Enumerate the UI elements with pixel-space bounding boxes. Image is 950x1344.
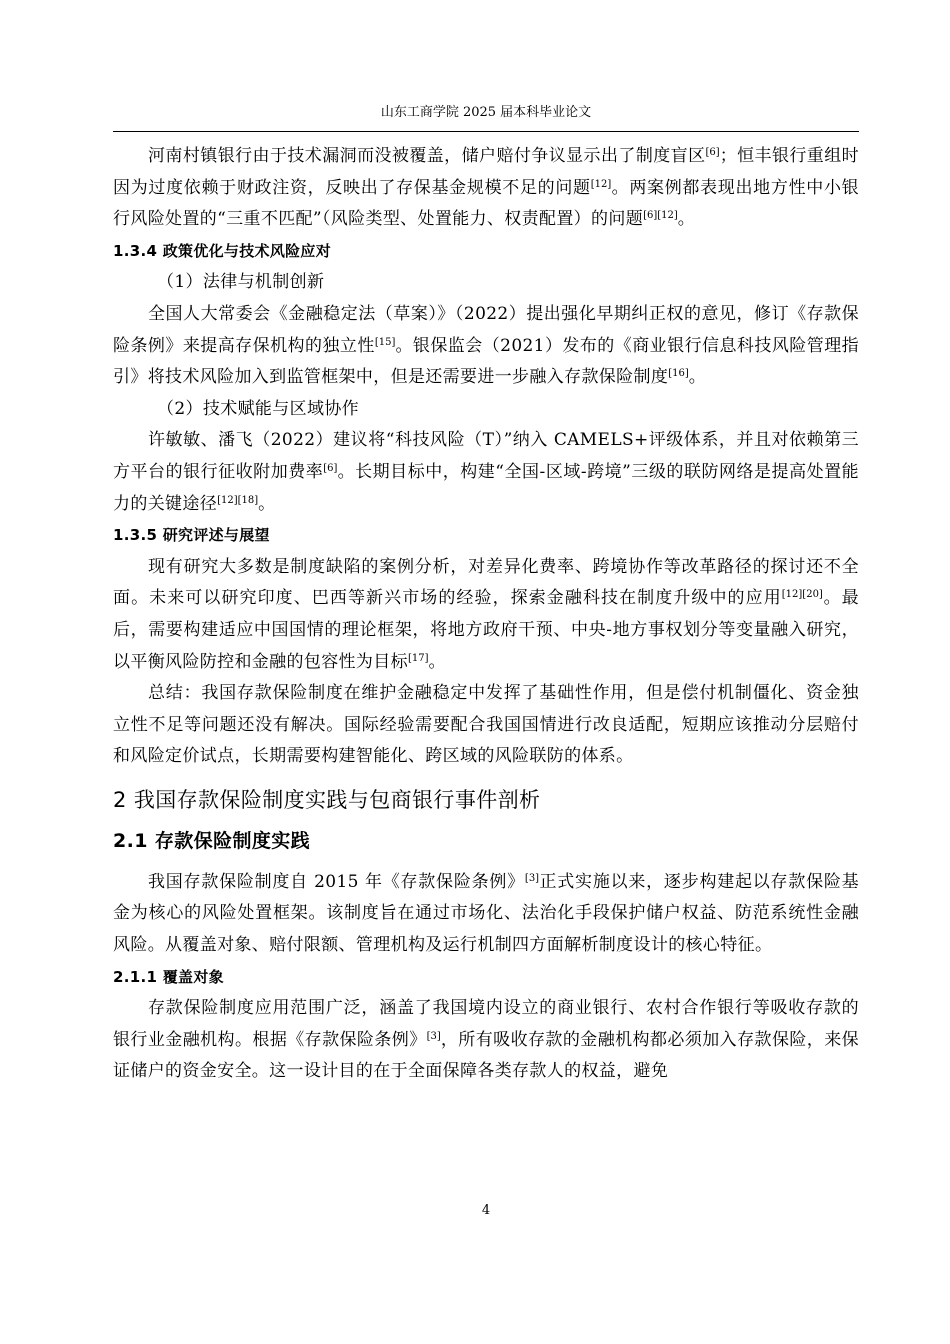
running-header: 山东工商学院 2025 届本科毕业论文 (380, 105, 592, 120)
paragraph-practice-intro: 我国存款保险制度自 2015 年《存款保险条例》[3]正式实施以来，逐步构建起以存款保险基金为核心的风险处置框架。该制度旨在通过市场化、法治化手段保护储户权益、防范系统性金融风险。从覆盖对象、赔付限额、管理机构及运行机制四方面解析制度设计的核心特征。 (113, 871, 859, 956)
citation[interactable]: [6] (705, 147, 720, 158)
citation[interactable]: [12][20] (781, 589, 823, 601)
heading-1-3-5: 1.3.5 研究评述与展望 (113, 526, 270, 545)
heading-2-1-1: 2.1.1 覆盖对象 (113, 967, 224, 986)
heading-2-1: 2.1 存款保险制度实践 (113, 829, 311, 852)
page-number: 4 (481, 1203, 491, 1218)
citation[interactable]: [17] (407, 652, 429, 664)
paragraph-coverage: 存款保险制度应用范围广泛，涵盖了我国境内设立的商业银行、农村合作银行等吸收存款的银行业金融机构。根据《存款保险条例》[3]，所有吸收存款的金融机构都必须加入存款保险，来保证储户的资金安全。这一设计目的在于全面保障各类存款人的权益，避免 (113, 998, 859, 1082)
header-divider (113, 131, 859, 132)
heading-1-3-4: 1.3.4 政策优化与技术风险应对 (113, 241, 332, 260)
paragraph-tech-empowerment: 许敏敏、潘飞（2022）建议将“科技风险（T）”纳入 CAMELS+评级体系，并且对依赖第三方平台的银行征收附加费率[6]。长期目标中，构建“全国-区域-跨境”三级的联防网络是提高处置能力的关键途径[12][18]。 (113, 430, 859, 514)
heading-chapter-2: 2 我国存款保险制度实践与包商银行事件剖析 (113, 787, 541, 812)
paragraph-summary: 总结：我国存款保险制度在维护金融稳定中发挥了基础性作用，但是偿付机制僵化、资金独立性不足等问题还没有解决。国际经验需要配合我国国情进行改良适配，短期应该推动分层赔付和风险定价试点，长期需要构建智能化、跨区域的风险联防的体系。 (113, 683, 859, 767)
citation[interactable]: [12][18] (217, 494, 259, 506)
citation[interactable]: [3] (524, 872, 540, 884)
citation[interactable]: [3] (426, 1030, 441, 1042)
citation[interactable]: [12] (590, 178, 612, 190)
paragraph-research-review: 现有研究大多数是制度缺陷的案例分析，对差异化费率、跨境协作等改革路径的探讨还不全面。未来可以研究印度、巴西等新兴市场的经验，探索金融科技在制度升级中的应用[12][20]。最后，需要构建适应中国国情的理论框架，将地方政府干预、中央-地方事权划分等变量融入研究，以平衡风险防控和金融的包容性为目标[17]。 (113, 556, 859, 672)
page-body (113, 141, 859, 1088)
paragraph-case-analysis: 河南村镇银行由于技术漏洞而没被覆盖，储户赔付争议显示出了制度盲区[6]；恒丰银行重组时因为过度依赖于财政注资，反映出了存保基金规模不足的问题[12]。两案例都表现出地方性中小银行风险处置的“三重不匹配”（风险类型、处置能力、权责配置）的问题[6][12]。 (113, 146, 859, 230)
citation[interactable]: [15] (374, 336, 396, 348)
citation[interactable]: [6] (323, 462, 338, 474)
citation[interactable]: [16] (668, 368, 689, 380)
citation[interactable]: [6][12] (643, 210, 678, 222)
list-item-tech: （2）技术赋能与区域协作 (157, 398, 360, 419)
list-item-law: （1）法律与机制创新 (157, 272, 325, 293)
paragraph-law-reform: 全国人大常委会《金融稳定法（草案）》（2022）提出强化早期纠正权的意见，修订《存款保险条例》来提高存保机构的独立性[15]。银保监会（2021）发布的《商业银行信息科技风险管理指引》将技术风险加入到监管框架中，但是还需要进一步融入存款保险制度[16]。 (113, 303, 860, 388)
